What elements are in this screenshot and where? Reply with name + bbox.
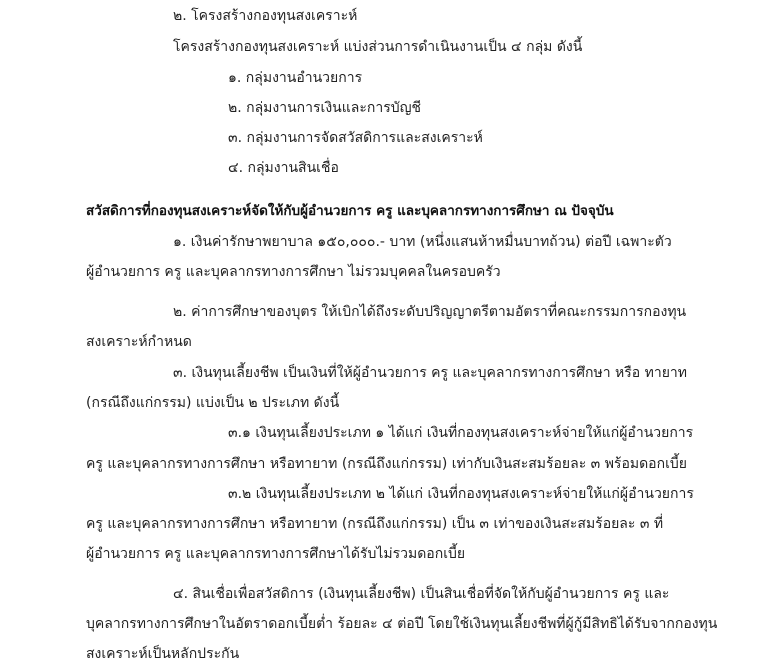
group-item: ๑. กลุ่มงานอำนวยการ (228, 70, 363, 86)
welfare-item-2-line-1: ๒. ค่าการศึกษาของบุตร ให้เบิกได้ถึงระดับปริญญาตรีตามอัตราที่คณะกรรมการกองทุน (173, 304, 687, 320)
welfare-item-3-1-line-2: ครู และบุคลากรทางการศึกษา หรือทายาท (กรณีถึงแก่กรรม) เท่ากับเงินสะสมร้อยละ ๓ พร้อมดอกเบี้ย (86, 456, 687, 472)
welfare-item-2-line-2: สงเคราะห์กำหนด (86, 334, 192, 350)
welfare-item-3-2-line-2: ครู และบุคลากรทางการศึกษา หรือทายาท (กรณีถึงแก่กรรม) เป็น ๓ เท่าของเงินสะสมร้อยละ ๓ ที่ (86, 516, 664, 532)
structure-heading: ๒. โครงสร้างกองทุนสงเคราะห์ (173, 8, 358, 24)
welfare-item-3-line-2: (กรณีถึงแก่กรรม) แบ่งเป็น ๒ ประเภท ดังนี้ (86, 395, 340, 411)
group-item: ๓. กลุ่มงานการจัดสวัสดิการและสงเคราะห์ (228, 130, 483, 146)
group-item: ๒. กลุ่มงานการเงินและการบัญชี (228, 100, 422, 116)
welfare-item-4-line-3: สงเคราะห์เป็นหลักประกัน (86, 646, 240, 662)
welfare-item-4-line-1: ๔. สินเชื่อเพื่อสวัสดิการ (เงินทุนเลี้ยงชีพ) เป็นสินเชื่อที่จัดให้กับผู้อำนวยการ ครู และ (173, 586, 670, 602)
welfare-item-1-line-1: ๑. เงินค่ารักษาพยาบาล ๑๕๐,๐๐๐.- บาท (หนึ่งแสนห้าหมื่นบาทถ้วน) ต่อปี เฉพาะตัว (173, 234, 672, 250)
welfare-item-3-2-line-1: ๓.๒ เงินทุนเลี้ยงประเภท ๒ ได้แก่ เงินที่กองทุนสงเคราะห์จ่ายให้แก่ผู้อำนวยการ (228, 486, 694, 502)
welfare-item-4-line-2: บุคลากรทางการศึกษาในอัตราดอกเบี้ยต่ำ ร้อยละ ๔ ต่อปี โดยใช้เงินทุนเลี้ยงชีพที่ผู้กู้มีสิทธิได้รับจากกองทุน (86, 616, 718, 632)
group-item: ๔. กลุ่มงานสินเชื่อ (228, 160, 339, 176)
welfare-title: สวัสดิการที่กองทุนสงเคราะห์จัดให้กับผู้อำนวยการ ครู และบุคลากรทางการศึกษา ณ ปัจจุบัน (86, 203, 614, 219)
welfare-item-3-line-1: ๓. เงินทุนเลี้ยงชีพ เป็นเงินที่ให้ผู้อำนวยการ ครู และบุคลากรทางการศึกษา หรือ ทายาท (173, 365, 688, 381)
welfare-item-3-1-line-1: ๓.๑ เงินทุนเลี้ยงประเภท ๑ ได้แก่ เงินที่กองทุนสงเคราะห์จ่ายให้แก่ผู้อำนวยการ (228, 425, 694, 441)
welfare-item-3-2-line-3: ผู้อำนวยการ ครู และบุคลากรทางการศึกษาได้รับไม่รวมดอกเบี้ย (86, 546, 466, 562)
welfare-item-1-line-2: ผู้อำนวยการ ครู และบุคลากรทางการศึกษา ไม่รวมบุคคลในครอบครัว (86, 264, 501, 280)
structure-intro: โครงสร้างกองทุนสงเคราะห์ แบ่งส่วนการดำเนินงานเป็น ๔ กลุ่ม ดังนี้ (173, 39, 583, 55)
